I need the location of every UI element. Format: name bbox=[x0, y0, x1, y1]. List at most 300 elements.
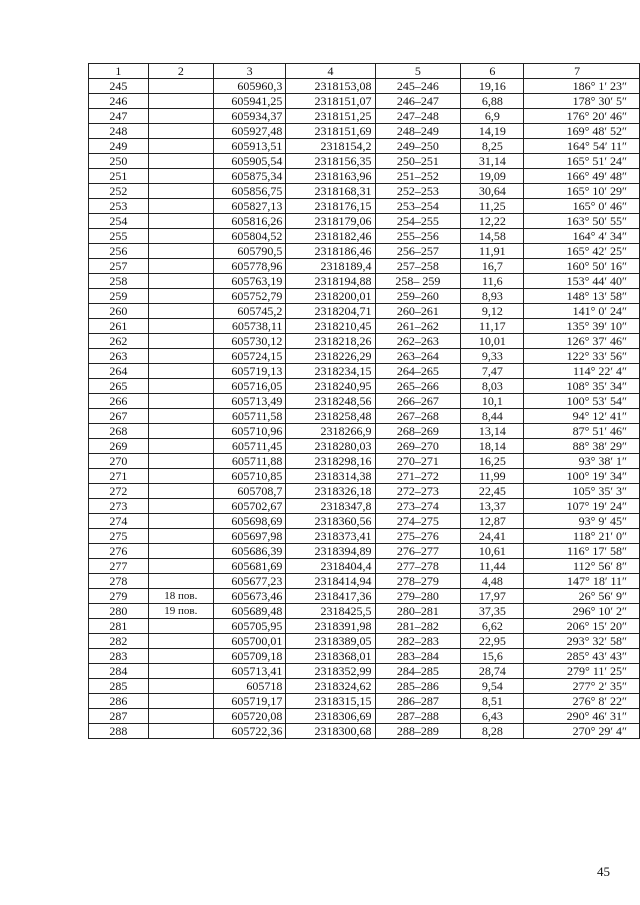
cell-turn-label bbox=[148, 484, 213, 499]
cell-coord-y: 2318314,38 bbox=[286, 469, 375, 484]
cell-coord-x: 605752,79 bbox=[213, 289, 285, 304]
cell-point-number: 248 bbox=[89, 124, 149, 139]
cell-direction-angle: 163° 50′ 55″ bbox=[524, 214, 640, 229]
cell-coord-x: 605790,5 bbox=[213, 244, 285, 259]
cell-coord-x: 605698,69 bbox=[213, 514, 285, 529]
table-row bbox=[89, 499, 640, 514]
cell-point-number: 285 bbox=[89, 679, 149, 694]
cell-turn-label bbox=[148, 364, 213, 379]
cell-coord-x: 605697,98 bbox=[213, 529, 285, 544]
cell-direction-angle: 164° 54′ 11″ bbox=[524, 139, 640, 154]
table-row bbox=[89, 394, 640, 409]
cell-distance: 11,91 bbox=[461, 244, 524, 259]
cell-coord-x: 605745,2 bbox=[213, 304, 285, 319]
cell-distance: 9,33 bbox=[461, 349, 524, 364]
cell-coord-y: 2318300,68 bbox=[286, 724, 375, 739]
cell-turn-label bbox=[148, 634, 213, 649]
table-row bbox=[89, 484, 640, 499]
cell-coord-y: 2318425,5 bbox=[286, 604, 375, 619]
cell-turn-label bbox=[148, 79, 213, 94]
cell-coord-y: 2318186,46 bbox=[286, 244, 375, 259]
cell-point-number: 261 bbox=[89, 319, 149, 334]
cell-direction-angle: 26° 56′ 9″ bbox=[524, 589, 640, 604]
cell-direction-angle: 160° 50′ 16″ bbox=[524, 259, 640, 274]
cell-point-number: 286 bbox=[89, 694, 149, 709]
cell-coord-x: 605730,12 bbox=[213, 334, 285, 349]
cell-distance: 6,43 bbox=[461, 709, 524, 724]
cell-point-number: 267 bbox=[89, 409, 149, 424]
cell-segment: 265–266 bbox=[375, 379, 461, 394]
cell-direction-angle: 107° 19′ 24″ bbox=[524, 499, 640, 514]
cell-segment: 250–251 bbox=[375, 154, 461, 169]
cell-segment: 279–280 bbox=[375, 589, 461, 604]
table-row bbox=[89, 709, 640, 724]
cell-distance: 15,6 bbox=[461, 649, 524, 664]
cell-point-number: 288 bbox=[89, 724, 149, 739]
cell-turn-label bbox=[148, 694, 213, 709]
cell-turn-label bbox=[148, 334, 213, 349]
cell-distance: 8,51 bbox=[461, 694, 524, 709]
cell-segment: 275–276 bbox=[375, 529, 461, 544]
table-row bbox=[89, 379, 640, 394]
cell-point-number: 275 bbox=[89, 529, 149, 544]
cell-point-number: 247 bbox=[89, 109, 149, 124]
cell-coord-x: 605677,23 bbox=[213, 574, 285, 589]
cell-turn-label bbox=[148, 439, 213, 454]
table-row bbox=[89, 634, 640, 649]
cell-coord-x: 605856,75 bbox=[213, 184, 285, 199]
table-header bbox=[89, 64, 640, 79]
cell-turn-label bbox=[148, 169, 213, 184]
cell-direction-angle: 93° 38′ 1″ bbox=[524, 454, 640, 469]
cell-coord-x: 605686,39 bbox=[213, 544, 285, 559]
header-cell-6: 6 bbox=[461, 64, 524, 79]
cell-turn-label bbox=[148, 289, 213, 304]
cell-distance: 8,93 bbox=[461, 289, 524, 304]
cell-distance: 18,14 bbox=[461, 439, 524, 454]
table-row bbox=[89, 94, 640, 109]
cell-segment: 259–260 bbox=[375, 289, 461, 304]
cell-distance: 24,41 bbox=[461, 529, 524, 544]
cell-distance: 8,03 bbox=[461, 379, 524, 394]
cell-coord-y: 2318280,03 bbox=[286, 439, 375, 454]
cell-coord-x: 605681,69 bbox=[213, 559, 285, 574]
cell-direction-angle: 88° 38′ 29″ bbox=[524, 439, 640, 454]
header-cell-2: 2 bbox=[148, 64, 213, 79]
cell-direction-angle: 165° 51′ 24″ bbox=[524, 154, 640, 169]
table-row bbox=[89, 544, 640, 559]
cell-segment: 269–270 bbox=[375, 439, 461, 454]
cell-direction-angle: 290° 46′ 31″ bbox=[524, 709, 640, 724]
table-row bbox=[89, 679, 640, 694]
cell-distance: 7,47 bbox=[461, 364, 524, 379]
cell-point-number: 263 bbox=[89, 349, 149, 364]
cell-distance: 14,58 bbox=[461, 229, 524, 244]
cell-distance: 8,25 bbox=[461, 139, 524, 154]
cell-coord-y: 2318151,25 bbox=[286, 109, 375, 124]
header-cell-3: 3 bbox=[213, 64, 285, 79]
cell-distance: 30,64 bbox=[461, 184, 524, 199]
cell-point-number: 250 bbox=[89, 154, 149, 169]
table-row bbox=[89, 289, 640, 304]
cell-point-number: 265 bbox=[89, 379, 149, 394]
cell-point-number: 277 bbox=[89, 559, 149, 574]
cell-distance: 12,87 bbox=[461, 514, 524, 529]
cell-direction-angle: 114° 22′ 4″ bbox=[524, 364, 640, 379]
cell-coord-y: 2318352,99 bbox=[286, 664, 375, 679]
cell-point-number: 253 bbox=[89, 199, 149, 214]
cell-direction-angle: 186° 1′ 23″ bbox=[524, 79, 640, 94]
cell-coord-x: 605705,95 bbox=[213, 619, 285, 634]
table-row bbox=[89, 169, 640, 184]
cell-coord-x: 605711,45 bbox=[213, 439, 285, 454]
cell-distance: 10,1 bbox=[461, 394, 524, 409]
cell-direction-angle: 293° 32′ 58″ bbox=[524, 634, 640, 649]
cell-coord-y: 2318240,95 bbox=[286, 379, 375, 394]
cell-segment: 257–258 bbox=[375, 259, 461, 274]
cell-direction-angle: 116° 17′ 58″ bbox=[524, 544, 640, 559]
cell-coord-y: 2318373,41 bbox=[286, 529, 375, 544]
cell-turn-label bbox=[148, 664, 213, 679]
cell-turn-label bbox=[148, 394, 213, 409]
cell-segment: 256–257 bbox=[375, 244, 461, 259]
cell-turn-label bbox=[148, 229, 213, 244]
cell-coord-x: 605960,3 bbox=[213, 79, 285, 94]
cell-segment: 263–264 bbox=[375, 349, 461, 364]
cell-turn-label bbox=[148, 259, 213, 274]
cell-turn-label bbox=[148, 619, 213, 634]
cell-distance: 11,6 bbox=[461, 274, 524, 289]
cell-coord-x: 605713,49 bbox=[213, 394, 285, 409]
cell-turn-label bbox=[148, 469, 213, 484]
cell-coord-y: 2318210,45 bbox=[286, 319, 375, 334]
cell-coord-y: 2318347,8 bbox=[286, 499, 375, 514]
cell-distance: 37,35 bbox=[461, 604, 524, 619]
cell-turn-label bbox=[148, 199, 213, 214]
cell-point-number: 259 bbox=[89, 289, 149, 304]
cell-segment: 268–269 bbox=[375, 424, 461, 439]
cell-coord-y: 2318154,2 bbox=[286, 139, 375, 154]
cell-coord-y: 2318218,26 bbox=[286, 334, 375, 349]
cell-segment: 266–267 bbox=[375, 394, 461, 409]
cell-point-number: 276 bbox=[89, 544, 149, 559]
cell-point-number: 268 bbox=[89, 424, 149, 439]
cell-segment: 284–285 bbox=[375, 664, 461, 679]
cell-turn-label bbox=[148, 124, 213, 139]
page-number: 45 bbox=[597, 864, 610, 879]
cell-segment: 264–265 bbox=[375, 364, 461, 379]
cell-distance: 11,25 bbox=[461, 199, 524, 214]
cell-segment: 270–271 bbox=[375, 454, 461, 469]
cell-direction-angle: 277° 2′ 35″ bbox=[524, 679, 640, 694]
cell-turn-label bbox=[148, 709, 213, 724]
cell-coord-x: 605716,05 bbox=[213, 379, 285, 394]
cell-coord-y: 2318368,01 bbox=[286, 649, 375, 664]
cell-coord-x: 605708,7 bbox=[213, 484, 285, 499]
cell-point-number: 246 bbox=[89, 94, 149, 109]
cell-distance: 11,17 bbox=[461, 319, 524, 334]
cell-coord-y: 2318153,08 bbox=[286, 79, 375, 94]
cell-direction-angle: 94° 12′ 41″ bbox=[524, 409, 640, 424]
cell-distance: 17,97 bbox=[461, 589, 524, 604]
cell-coord-x: 605724,15 bbox=[213, 349, 285, 364]
cell-coord-y: 2318176,15 bbox=[286, 199, 375, 214]
cell-coord-x: 605673,46 bbox=[213, 589, 285, 604]
cell-direction-angle: 178° 30′ 5″ bbox=[524, 94, 640, 109]
table-row bbox=[89, 364, 640, 379]
cell-point-number: 269 bbox=[89, 439, 149, 454]
cell-coord-x: 605778,96 bbox=[213, 259, 285, 274]
cell-direction-angle: 148° 13′ 58″ bbox=[524, 289, 640, 304]
cell-coord-y: 2318394,89 bbox=[286, 544, 375, 559]
cell-point-number: 264 bbox=[89, 364, 149, 379]
cell-point-number: 262 bbox=[89, 334, 149, 349]
cell-point-number: 255 bbox=[89, 229, 149, 244]
cell-coord-x: 605738,11 bbox=[213, 319, 285, 334]
cell-point-number: 284 bbox=[89, 664, 149, 679]
header-cell-1: 1 bbox=[89, 64, 149, 79]
cell-coord-y: 2318194,88 bbox=[286, 274, 375, 289]
header-row bbox=[89, 64, 640, 79]
cell-turn-label bbox=[148, 574, 213, 589]
cell-turn-label bbox=[148, 94, 213, 109]
cell-distance: 8,44 bbox=[461, 409, 524, 424]
cell-coord-y: 2318234,15 bbox=[286, 364, 375, 379]
cell-coord-y: 2318258,48 bbox=[286, 409, 375, 424]
cell-direction-angle: 176° 20′ 46″ bbox=[524, 109, 640, 124]
table-row bbox=[89, 454, 640, 469]
cell-turn-label bbox=[148, 544, 213, 559]
cell-direction-angle: 108° 35′ 34″ bbox=[524, 379, 640, 394]
header-cell-7: 7 bbox=[524, 64, 640, 79]
cell-direction-angle: 147° 18′ 11″ bbox=[524, 574, 640, 589]
cell-direction-angle: 165° 10′ 29″ bbox=[524, 184, 640, 199]
cell-segment: 254–255 bbox=[375, 214, 461, 229]
cell-direction-angle: 93° 9′ 45″ bbox=[524, 514, 640, 529]
cell-segment: 260–261 bbox=[375, 304, 461, 319]
cell-distance: 10,01 bbox=[461, 334, 524, 349]
cell-coord-x: 605720,08 bbox=[213, 709, 285, 724]
cell-distance: 14,19 bbox=[461, 124, 524, 139]
table-row bbox=[89, 529, 640, 544]
cell-direction-angle: 270° 29′ 4″ bbox=[524, 724, 640, 739]
cell-direction-angle: 100° 53′ 54″ bbox=[524, 394, 640, 409]
cell-coord-y: 2318189,4 bbox=[286, 259, 375, 274]
cell-turn-label bbox=[148, 304, 213, 319]
cell-coord-x: 605689,48 bbox=[213, 604, 285, 619]
cell-point-number: 272 bbox=[89, 484, 149, 499]
cell-direction-angle: 276° 8′ 22″ bbox=[524, 694, 640, 709]
cell-coord-x: 605934,37 bbox=[213, 109, 285, 124]
cell-coord-y: 2318168,31 bbox=[286, 184, 375, 199]
cell-point-number: 251 bbox=[89, 169, 149, 184]
cell-segment: 249–250 bbox=[375, 139, 461, 154]
cell-point-number: 260 bbox=[89, 304, 149, 319]
cell-segment: 285–286 bbox=[375, 679, 461, 694]
cell-segment: 286–287 bbox=[375, 694, 461, 709]
cell-coord-y: 2318298,16 bbox=[286, 454, 375, 469]
cell-direction-angle: 285° 43′ 43″ bbox=[524, 649, 640, 664]
cell-coord-y: 2318391,98 bbox=[286, 619, 375, 634]
cell-coord-y: 2318360,56 bbox=[286, 514, 375, 529]
cell-distance: 6,9 bbox=[461, 109, 524, 124]
cell-direction-angle: 141° 0′ 24″ bbox=[524, 304, 640, 319]
cell-direction-angle: 135° 39′ 10″ bbox=[524, 319, 640, 334]
cell-segment: 283–284 bbox=[375, 649, 461, 664]
table-row bbox=[89, 319, 640, 334]
cell-segment: 272–273 bbox=[375, 484, 461, 499]
table-row bbox=[89, 724, 640, 739]
cell-segment: 252–253 bbox=[375, 184, 461, 199]
cell-coord-x: 605710,85 bbox=[213, 469, 285, 484]
cell-segment: 287–288 bbox=[375, 709, 461, 724]
cell-direction-angle: 105° 35′ 3″ bbox=[524, 484, 640, 499]
cell-coord-x: 605718 bbox=[213, 679, 285, 694]
cell-turn-label bbox=[148, 409, 213, 424]
cell-direction-angle: 164° 4′ 34″ bbox=[524, 229, 640, 244]
cell-distance: 28,74 bbox=[461, 664, 524, 679]
table-row bbox=[89, 259, 640, 274]
cell-turn-label bbox=[148, 559, 213, 574]
cell-coord-y: 2318404,4 bbox=[286, 559, 375, 574]
cell-coord-x: 605927,48 bbox=[213, 124, 285, 139]
cell-turn-label bbox=[148, 274, 213, 289]
header-cell-4: 4 bbox=[286, 64, 375, 79]
cell-segment: 278–279 bbox=[375, 574, 461, 589]
cell-segment: 281–282 bbox=[375, 619, 461, 634]
cell-coord-y: 2318163,96 bbox=[286, 169, 375, 184]
cell-point-number: 254 bbox=[89, 214, 149, 229]
cell-coord-y: 2318306,69 bbox=[286, 709, 375, 724]
cell-distance: 16,25 bbox=[461, 454, 524, 469]
cell-point-number: 256 bbox=[89, 244, 149, 259]
table-row bbox=[89, 664, 640, 679]
cell-turn-label bbox=[148, 529, 213, 544]
cell-turn-label bbox=[148, 349, 213, 364]
cell-distance: 11,99 bbox=[461, 469, 524, 484]
cell-coord-y: 2318324,62 bbox=[286, 679, 375, 694]
cell-turn-label bbox=[148, 214, 213, 229]
cell-coord-y: 2318248,56 bbox=[286, 394, 375, 409]
cell-point-number: 245 bbox=[89, 79, 149, 94]
cell-turn-label bbox=[148, 724, 213, 739]
cell-segment: 251–252 bbox=[375, 169, 461, 184]
table-row bbox=[89, 589, 640, 604]
cell-segment: 288–289 bbox=[375, 724, 461, 739]
table-row bbox=[89, 124, 640, 139]
cell-coord-y: 2318156,35 bbox=[286, 154, 375, 169]
table-row bbox=[89, 619, 640, 634]
table-row bbox=[89, 649, 640, 664]
table-row bbox=[89, 424, 640, 439]
cell-segment: 248–249 bbox=[375, 124, 461, 139]
cell-turn-label bbox=[148, 649, 213, 664]
cell-segment: 245–246 bbox=[375, 79, 461, 94]
cell-point-number: 280 bbox=[89, 604, 149, 619]
cell-coord-y: 2318414,94 bbox=[286, 574, 375, 589]
table-row bbox=[89, 154, 640, 169]
table-row bbox=[89, 79, 640, 94]
cell-coord-x: 605719,13 bbox=[213, 364, 285, 379]
table-row bbox=[89, 349, 640, 364]
cell-turn-label bbox=[148, 154, 213, 169]
cell-coord-y: 2318226,29 bbox=[286, 349, 375, 364]
cell-segment: 282–283 bbox=[375, 634, 461, 649]
cell-direction-angle: 100° 19′ 34″ bbox=[524, 469, 640, 484]
cell-turn-label bbox=[148, 139, 213, 154]
table-row bbox=[89, 439, 640, 454]
cell-coord-y: 2318326,18 bbox=[286, 484, 375, 499]
cell-point-number: 257 bbox=[89, 259, 149, 274]
table-row bbox=[89, 244, 640, 259]
cell-segment: 276–277 bbox=[375, 544, 461, 559]
cell-distance: 16,7 bbox=[461, 259, 524, 274]
cell-point-number: 266 bbox=[89, 394, 149, 409]
cell-turn-label bbox=[148, 379, 213, 394]
cell-coord-x: 605702,67 bbox=[213, 499, 285, 514]
cell-coord-x: 605763,19 bbox=[213, 274, 285, 289]
cell-coord-y: 2318315,15 bbox=[286, 694, 375, 709]
cell-turn-label bbox=[148, 499, 213, 514]
table-row bbox=[89, 559, 640, 574]
cell-point-number: 283 bbox=[89, 649, 149, 664]
cell-point-number: 274 bbox=[89, 514, 149, 529]
cell-direction-angle: 126° 37′ 46″ bbox=[524, 334, 640, 349]
cell-turn-label bbox=[148, 514, 213, 529]
cell-direction-angle: 296° 10′ 2″ bbox=[524, 604, 640, 619]
cell-coord-y: 2318182,46 bbox=[286, 229, 375, 244]
cell-distance: 31,14 bbox=[461, 154, 524, 169]
table-row bbox=[89, 514, 640, 529]
table-row bbox=[89, 184, 640, 199]
cell-direction-angle: 118° 21′ 0″ bbox=[524, 529, 640, 544]
cell-segment: 255–256 bbox=[375, 229, 461, 244]
cell-distance: 13,37 bbox=[461, 499, 524, 514]
cell-coord-x: 605713,41 bbox=[213, 664, 285, 679]
cell-point-number: 279 bbox=[89, 589, 149, 604]
cell-distance: 11,44 bbox=[461, 559, 524, 574]
table-row bbox=[89, 304, 640, 319]
cell-point-number: 252 bbox=[89, 184, 149, 199]
cell-distance: 6,62 bbox=[461, 619, 524, 634]
table-body bbox=[89, 79, 640, 739]
cell-segment: 261–262 bbox=[375, 319, 461, 334]
cell-turn-label: 18 пов. bbox=[148, 589, 213, 604]
cell-point-number: 270 bbox=[89, 454, 149, 469]
cell-coord-x: 605719,17 bbox=[213, 694, 285, 709]
table-row bbox=[89, 199, 640, 214]
cell-distance: 6,88 bbox=[461, 94, 524, 109]
cell-direction-angle: 87° 51′ 46″ bbox=[524, 424, 640, 439]
cell-coord-x: 605905,54 bbox=[213, 154, 285, 169]
cell-coord-x: 605804,52 bbox=[213, 229, 285, 244]
cell-direction-angle: 279° 11′ 25″ bbox=[524, 664, 640, 679]
cell-direction-angle: 122° 33′ 56″ bbox=[524, 349, 640, 364]
cell-coord-x: 605711,88 bbox=[213, 454, 285, 469]
table-row bbox=[89, 229, 640, 244]
cell-turn-label bbox=[148, 454, 213, 469]
header-cell-5: 5 bbox=[375, 64, 461, 79]
cell-distance: 22,45 bbox=[461, 484, 524, 499]
cell-direction-angle: 169° 48′ 52″ bbox=[524, 124, 640, 139]
cell-coord-x: 605709,18 bbox=[213, 649, 285, 664]
cell-point-number: 278 bbox=[89, 574, 149, 589]
cell-point-number: 258 bbox=[89, 274, 149, 289]
cell-coord-x: 605816,26 bbox=[213, 214, 285, 229]
cell-coord-y: 2318179,06 bbox=[286, 214, 375, 229]
cell-coord-x: 605710,96 bbox=[213, 424, 285, 439]
cell-segment: 273–274 bbox=[375, 499, 461, 514]
